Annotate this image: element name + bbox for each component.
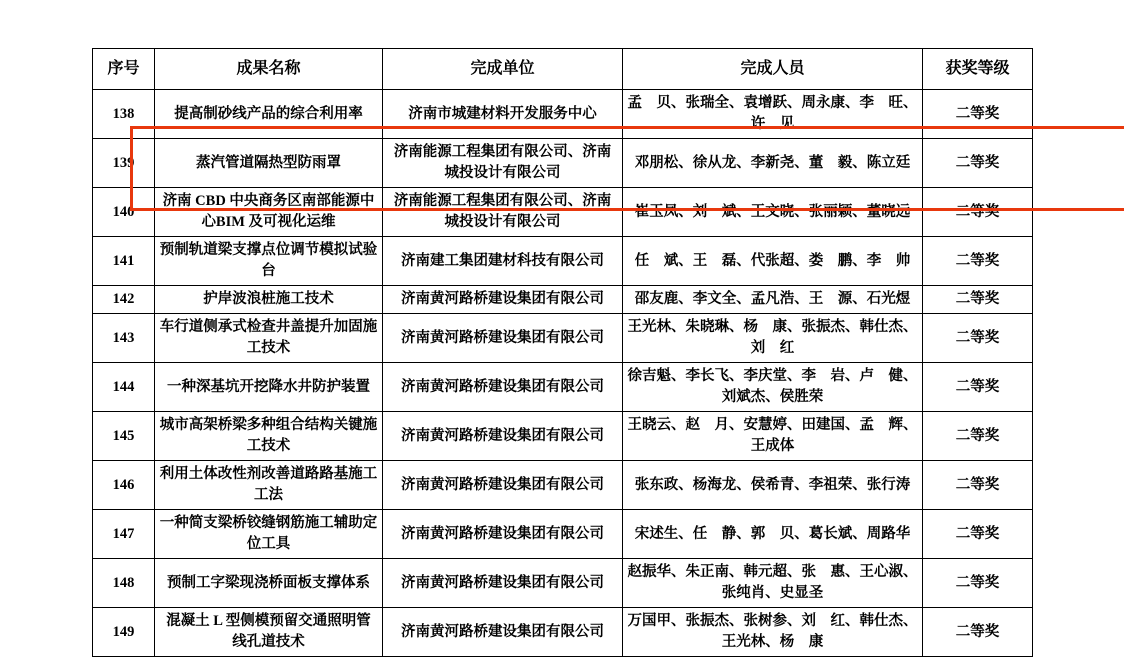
column-header-unit: 完成单位 xyxy=(383,49,623,90)
cell-name: 利用土体改性剂改善道路路基施工工法 xyxy=(155,461,383,510)
cell-level: 二等奖 xyxy=(923,510,1033,559)
cell-name: 混凝土 L 型侧模预留交通照明管线孔道技术 xyxy=(155,608,383,657)
cell-name: 蒸汽管道隔热型防雨罩 xyxy=(155,139,383,188)
cell-level: 二等奖 xyxy=(923,139,1033,188)
cell-unit: 济南黄河路桥建设集团有限公司 xyxy=(383,314,623,363)
cell-level: 二等奖 xyxy=(923,188,1033,237)
cell-no: 147 xyxy=(93,510,155,559)
cell-name: 一种深基坑开挖降水井防护装置 xyxy=(155,363,383,412)
cell-no: 140 xyxy=(93,188,155,237)
table-row xyxy=(93,90,1033,139)
cell-no: 139 xyxy=(93,139,155,188)
cell-unit: 济南市城建材料开发服务中心 xyxy=(383,90,623,139)
column-header-people: 完成人员 xyxy=(623,49,923,90)
cell-people: 张东政、杨海龙、侯希青、李祖荣、张行涛 xyxy=(623,461,923,510)
cell-people: 邓朋松、徐从龙、李新尧、董 毅、陈立廷 xyxy=(623,139,923,188)
award-results-table xyxy=(92,48,1033,657)
cell-unit: 济南黄河路桥建设集团有限公司 xyxy=(383,559,623,608)
table-row xyxy=(93,461,1033,510)
cell-name: 护岸波浪桩施工技术 xyxy=(155,286,383,314)
cell-unit: 济南黄河路桥建设集团有限公司 xyxy=(383,510,623,559)
cell-people: 宋述生、任 静、郭 贝、葛长斌、周路华 xyxy=(623,510,923,559)
table-row xyxy=(93,139,1033,188)
table-row xyxy=(93,237,1033,286)
cell-name: 城市高架桥梁多种组合结构关键施工技术 xyxy=(155,412,383,461)
cell-people: 万国甲、张振杰、张树参、刘 红、韩仕杰、王光林、杨 康 xyxy=(623,608,923,657)
cell-level: 二等奖 xyxy=(923,90,1033,139)
cell-unit: 济南能源工程集团有限公司、济南城投设计有限公司 xyxy=(383,188,623,237)
cell-level: 二等奖 xyxy=(923,237,1033,286)
table-row xyxy=(93,363,1033,412)
cell-level: 二等奖 xyxy=(923,461,1033,510)
cell-name: 济南 CBD 中央商务区南部能源中心BIM 及可视化运维 xyxy=(155,188,383,237)
cell-no: 142 xyxy=(93,286,155,314)
document-page xyxy=(92,48,1032,657)
cell-people: 赵振华、朱正南、韩元超、张 惠、王心淑、张纯肖、史显圣 xyxy=(623,559,923,608)
cell-unit: 济南黄河路桥建设集团有限公司 xyxy=(383,461,623,510)
cell-level: 二等奖 xyxy=(923,559,1033,608)
cell-unit: 济南黄河路桥建设集团有限公司 xyxy=(383,608,623,657)
cell-people: 徐吉魁、李长飞、李庆堂、李 岩、卢 健、刘斌杰、侯胜荣 xyxy=(623,363,923,412)
column-header-no: 序号 xyxy=(93,49,155,90)
cell-name: 提高制砂线产品的综合利用率 xyxy=(155,90,383,139)
cell-unit: 济南建工集团建材科技有限公司 xyxy=(383,237,623,286)
cell-level: 二等奖 xyxy=(923,286,1033,314)
cell-no: 141 xyxy=(93,237,155,286)
cell-level: 二等奖 xyxy=(923,363,1033,412)
cell-level: 二等奖 xyxy=(923,608,1033,657)
cell-unit: 济南黄河路桥建设集团有限公司 xyxy=(383,363,623,412)
column-header-name: 成果名称 xyxy=(155,49,383,90)
cell-people: 孟 贝、张瑞全、袁增跃、周永康、李 旺、许 见 xyxy=(623,90,923,139)
cell-no: 146 xyxy=(93,461,155,510)
cell-unit: 济南黄河路桥建设集团有限公司 xyxy=(383,412,623,461)
cell-no: 145 xyxy=(93,412,155,461)
table-row xyxy=(93,188,1033,237)
cell-people: 王光林、朱晓琳、杨 康、张振杰、韩仕杰、刘 红 xyxy=(623,314,923,363)
table-row xyxy=(93,510,1033,559)
column-header-level: 获奖等级 xyxy=(923,49,1033,90)
cell-people: 王晓云、赵 月、安慧婷、田建国、孟 辉、王成体 xyxy=(623,412,923,461)
table-row xyxy=(93,608,1033,657)
cell-unit: 济南黄河路桥建设集团有限公司 xyxy=(383,286,623,314)
cell-level: 二等奖 xyxy=(923,412,1033,461)
cell-people: 任 斌、王 磊、代张超、娄 鹏、李 帅 xyxy=(623,237,923,286)
cell-name: 车行道侧承式检查井盖提升加固施工技术 xyxy=(155,314,383,363)
cell-name: 预制工字梁现浇桥面板支撑体系 xyxy=(155,559,383,608)
cell-no: 143 xyxy=(93,314,155,363)
cell-no: 144 xyxy=(93,363,155,412)
cell-people: 邵友鹿、李文全、孟凡浩、王 源、石光煜 xyxy=(623,286,923,314)
cell-no: 148 xyxy=(93,559,155,608)
cell-name: 预制轨道梁支撑点位调节模拟试验台 xyxy=(155,237,383,286)
cell-name: 一种简支梁桥铰缝钢筋施工辅助定位工具 xyxy=(155,510,383,559)
table-row xyxy=(93,286,1033,314)
table-wrapper xyxy=(92,48,1032,657)
cell-people: 崔玉凤、刘 斌、王文晓、张丽颖、董晓远 xyxy=(623,188,923,237)
table-row xyxy=(93,314,1033,363)
cell-no: 149 xyxy=(93,608,155,657)
cell-no: 138 xyxy=(93,90,155,139)
table-row xyxy=(93,412,1033,461)
cell-unit: 济南能源工程集团有限公司、济南城投设计有限公司 xyxy=(383,139,623,188)
table-header-row xyxy=(93,49,1033,90)
cell-level: 二等奖 xyxy=(923,314,1033,363)
table-row xyxy=(93,559,1033,608)
